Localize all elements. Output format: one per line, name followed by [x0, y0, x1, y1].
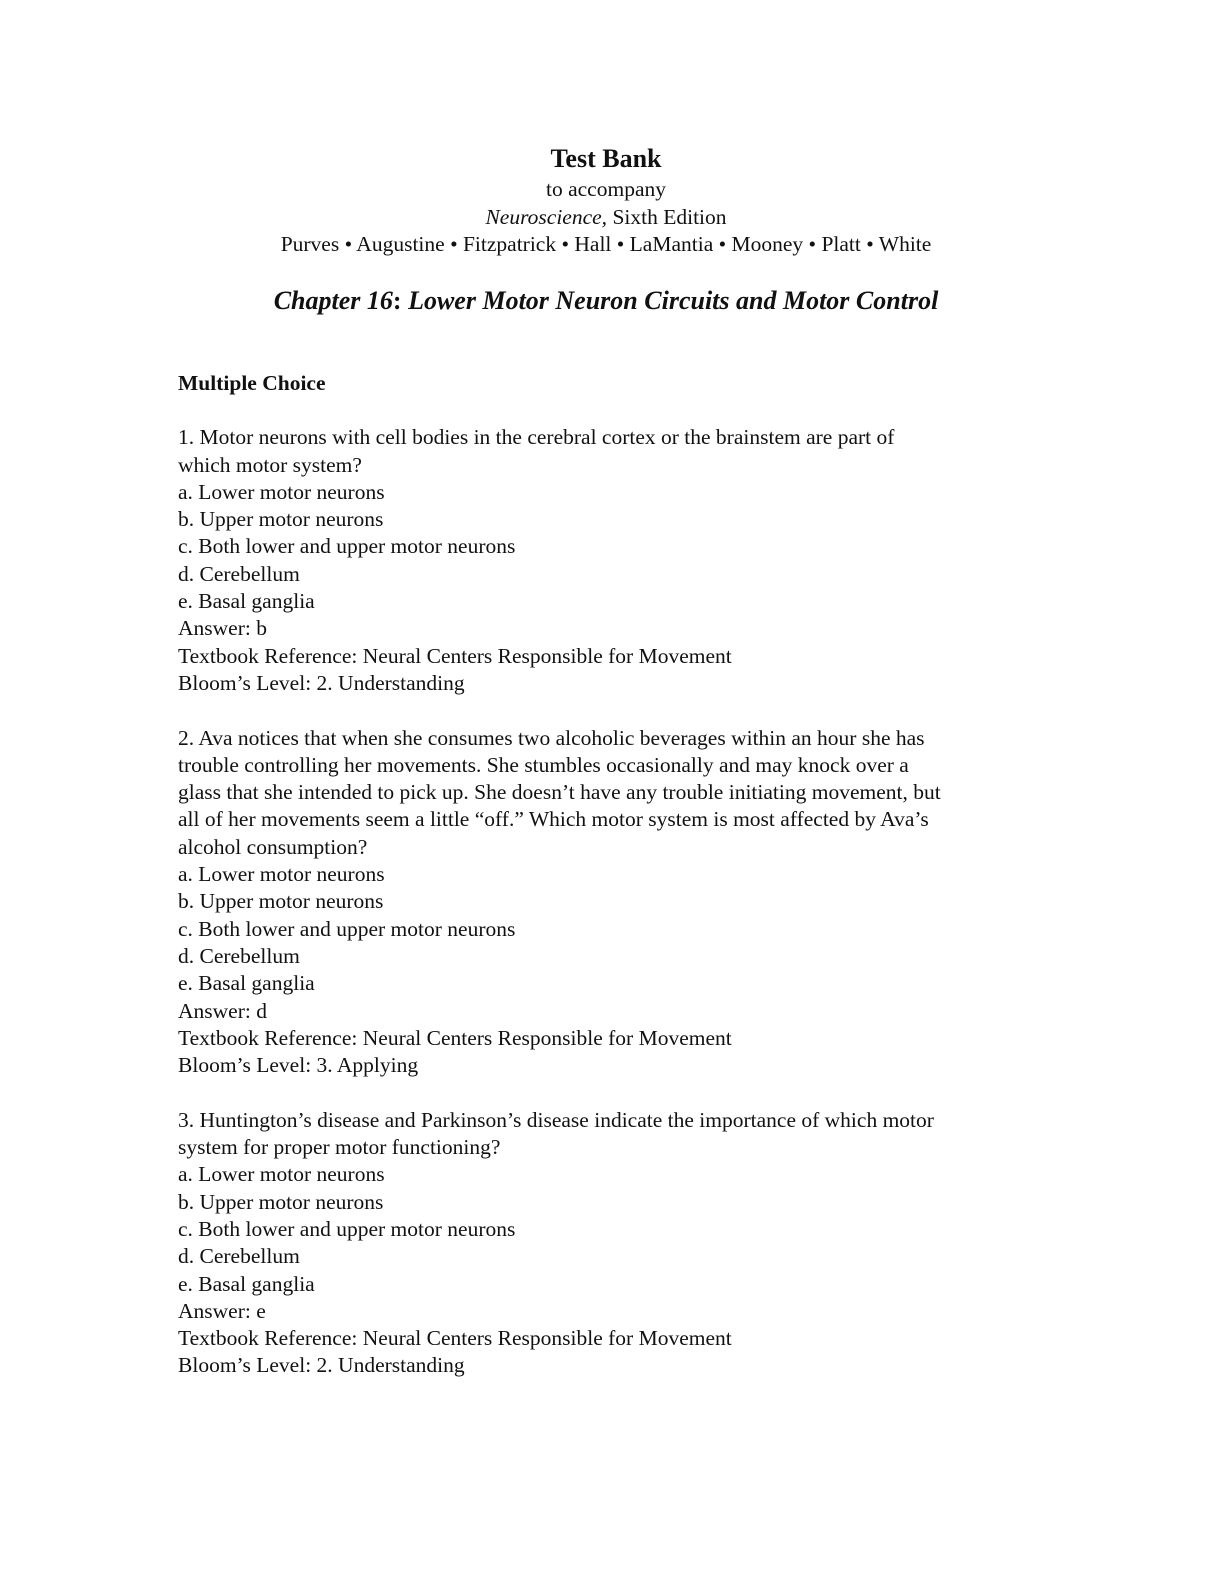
option-c: c. Both lower and upper motor neurons [178, 916, 516, 941]
chapter-number: Chapter 16 [273, 286, 393, 315]
reference-line: Textbook Reference: Neural Centers Responsible for Movement [178, 1025, 732, 1050]
chapter-colon: : [392, 286, 402, 315]
option-a: a. Lower motor neurons [178, 1162, 385, 1187]
question-stem-line: all of her movements seem a little “off.” Which motor system is most affected by Ava’s [178, 807, 929, 832]
option-e: e. Basal ganglia [178, 1271, 315, 1296]
question-2 [178, 725, 1048, 1080]
book-edition: Sixth Edition [607, 204, 727, 229]
chapter-heading [0, 284, 1218, 318]
option-c: c. Both lower and upper motor neurons [178, 1216, 516, 1241]
question-stem-line: alcohol consumption? [178, 834, 368, 859]
option-b: b. Upper motor neurons [178, 889, 384, 914]
question-stem-line: 3. Huntington’s disease and Parkinson’s disease indicate the importance of which motor [178, 1107, 934, 1132]
option-a: a. Lower motor neurons [178, 479, 385, 504]
question-stem-line: 2. Ava notices that when she consumes two alcoholic beverages within an hour she has [178, 725, 925, 750]
option-d: d. Cerebellum [178, 943, 300, 968]
answer-line: Answer: e [178, 1298, 266, 1323]
question-stem-line: 1. Motor neurons with cell bodies in the cerebral cortex or the brainstem are part of [178, 425, 895, 450]
blooms-line: Bloom’s Level: 3. Applying [178, 1053, 419, 1078]
option-b: b. Upper motor neurons [178, 1189, 384, 1214]
blooms-line: Bloom’s Level: 2. Understanding [178, 1353, 465, 1378]
question-stem-line: glass that she intended to pick up. She doesn’t have any trouble initiating movement, but [178, 780, 941, 805]
option-d: d. Cerebellum [178, 561, 300, 586]
accompany-line: to accompany [546, 177, 666, 201]
question-3 [178, 1107, 1048, 1380]
option-a: a. Lower motor neurons [178, 862, 385, 887]
book-title: Neuroscience, [485, 204, 608, 229]
document-header [0, 142, 1224, 259]
reference-line: Textbook Reference: Neural Centers Responsible for Movement [178, 1326, 732, 1351]
question-1 [178, 424, 1048, 697]
page-title: Test Bank [550, 144, 662, 173]
option-e: e. Basal ganglia [178, 589, 315, 614]
option-d: d. Cerebellum [178, 1244, 300, 1269]
question-stem-line: system for proper motor functioning? [178, 1135, 501, 1160]
questions-content [178, 370, 1048, 1407]
chapter-title: Lower Motor Neuron Circuits and Motor Control [401, 286, 939, 315]
question-stem-line: trouble controlling her movements. She stumbles occasionally and may knock over a [178, 752, 909, 777]
option-e: e. Basal ganglia [178, 971, 315, 996]
section-heading: Multiple Choice [178, 371, 326, 395]
answer-line: Answer: d [178, 998, 267, 1023]
option-b: b. Upper motor neurons [178, 507, 384, 532]
reference-line: Textbook Reference: Neural Centers Responsible for Movement [178, 643, 732, 668]
option-c: c. Both lower and upper motor neurons [178, 534, 516, 559]
question-stem-line: which motor system? [178, 452, 362, 477]
authors-line: Purves • Augustine • Fitzpatrick • Hall • LaMantia • Mooney • Platt • White [280, 232, 932, 256]
answer-line: Answer: b [178, 616, 267, 641]
book-line [0, 204, 1224, 232]
blooms-line: Bloom’s Level: 2. Understanding [178, 670, 465, 695]
